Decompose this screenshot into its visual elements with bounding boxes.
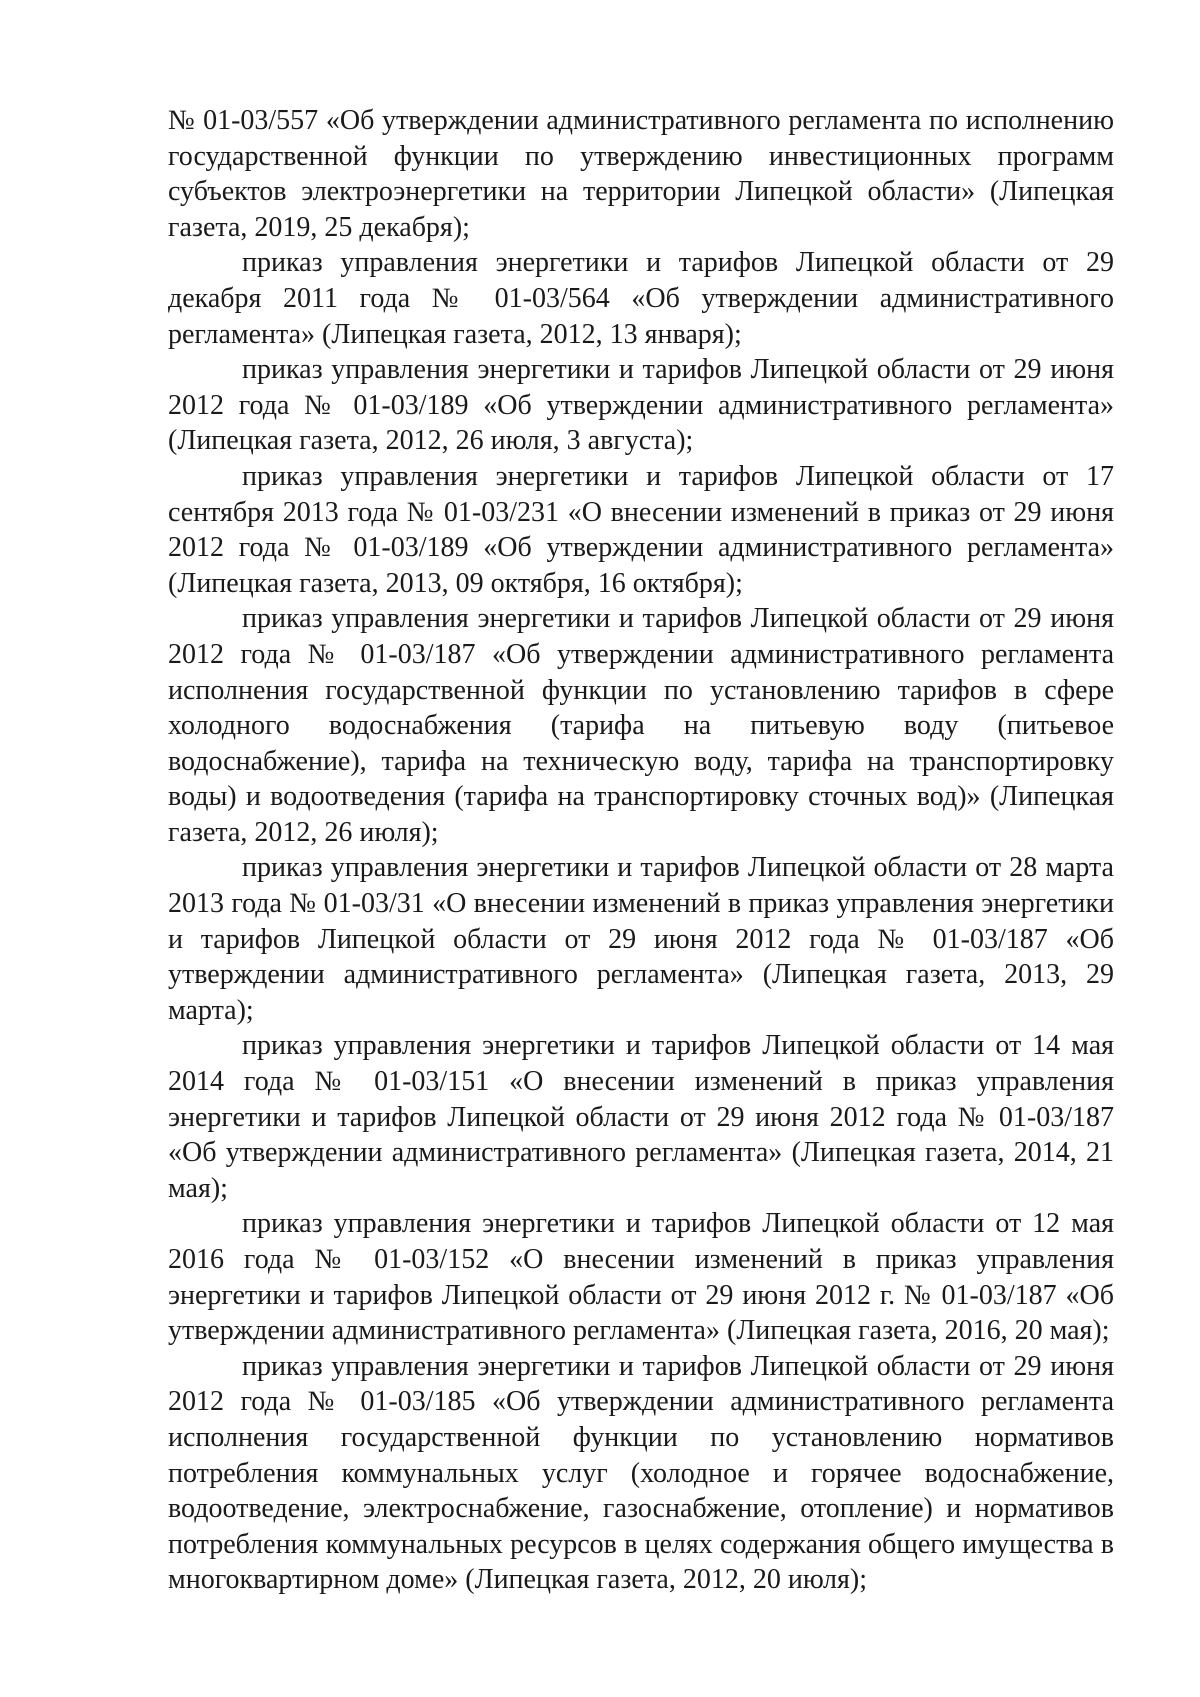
paragraph-order-152: приказ управления энергетики и тарифов Липецкой области от 12 мая 2016 года № 01-03/152 «О внесении изменений в приказ управления энергетики и тарифов Липецкой области от 29 июня 2012 г. № 01-03/187 «Об утверждении административного регламента» (Липецкая газета, 2016, 20 мая); xyxy=(168,1208,1114,1347)
paragraph-order-557-continuation: № 01-03/557 «Об утверждении административного регламента по исполнению государственной функции по утверждению инвестиционных программ субъектов электроэнергетики на территории Липецкой области» (Липецкая газета, 2019, 25 декабря); xyxy=(168,105,1114,243)
paragraph-order-189: приказ управления энергетики и тарифов Липецкой области от 29 июня 2012 года № 01-03/189 «Об утверждении административного регламента» (Липецкая газета, 2012, 26 июля, 3 августа); xyxy=(168,354,1114,457)
paragraph-order-151: приказ управления энергетики и тарифов Липецкой области от 14 мая 2014 года № 01-03/151 «О внесении изменений в приказ управления энергетики и тарифов Липецкой области от 29 июня 2012 года № 01-03/187 «Об утверждении административного регламента» (Липецкая газета, 2014, 21 мая); xyxy=(168,1030,1114,1204)
paragraph-order-185: приказ управления энергетики и тарифов Липецкой области от 29 июня 2012 года № 01-03/185 «Об утверждении административного регламента исполнения государственной функции по установлению нормативов потребления коммунальных услуг (холодное и горячее водоснабжение, водоотведение, электроснабжение, газоснабжение, отопление) и нормативов потребления коммунальных ресурсов в целях содержания общего имущества в многоквартирном доме» (Липецкая газета, 2012, 20 июля); xyxy=(168,1350,1114,1596)
paragraph-order-564: приказ управления энергетики и тарифов Липецкой области от 29 декабря 2011 года № 01-03/564 «Об утверждении административного регламента» (Липецкая газета, 2012, 13 января); xyxy=(168,247,1114,350)
document-page xyxy=(168,103,1114,1598)
paragraph-order-231: приказ управления энергетики и тарифов Липецкой области от 17 сентября 2013 года № 01-03/231 «О внесении изменений в приказ от 29 июня 2012 года № 01-03/189 «Об утверждении административного регламента» (Липецкая газета, 2013, 09 октября, 16 октября); xyxy=(168,460,1114,599)
paragraph-order-31: приказ управления энергетики и тарифов Липецкой области от 28 марта 2013 года № 01-03/31 «О внесении изменений в приказ управления энергетики и тарифов Липецкой области от 29 июня 2012 года № 01-03/187 «Об утверждении административного регламента» (Липецкая газета, 2013, 29 марта); xyxy=(168,852,1114,1026)
paragraph-order-187: приказ управления энергетики и тарифов Липецкой области от 29 июня 2012 года № 01-03/187 «Об утверждении административного регламента исполнения государственной функции по установлению тарифов в сфере холодного водоснабжения (тарифа на питьевую воду (питьевое водоснабжение), тарифа на техническую воду, тарифа на транспортировку воды) и водоотведения (тарифа на транспортировку сточных вод)» (Липецкая газета, 2012, 26 июля); xyxy=(168,603,1114,848)
